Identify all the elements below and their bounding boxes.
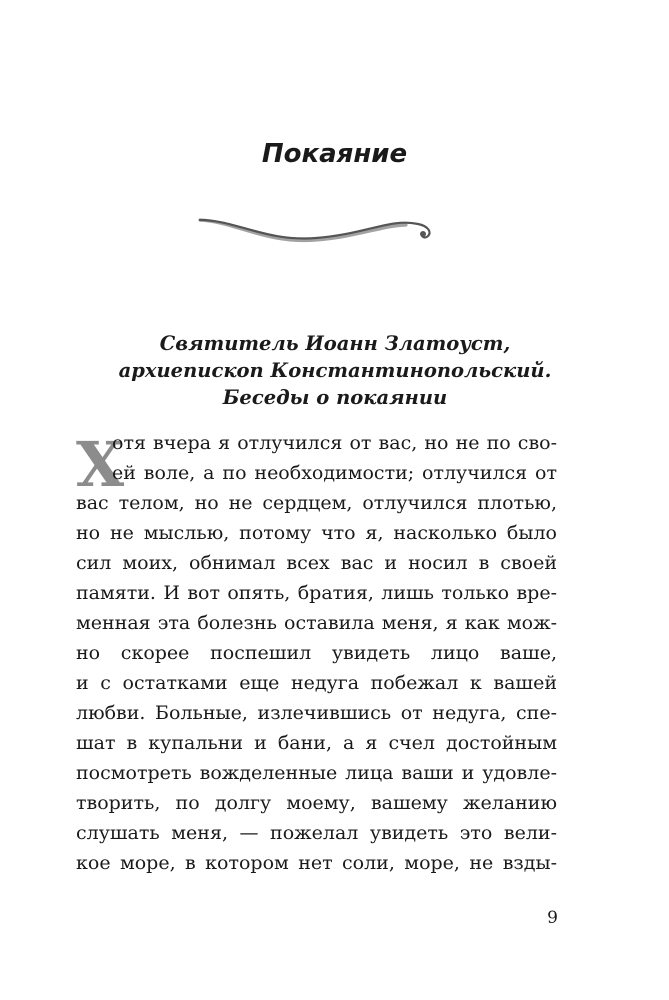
page-number: 9: [547, 908, 558, 928]
text-line: но скорее поспешил увидеть лицо ваше,: [76, 642, 557, 664]
heading-line-work: Беседы о покаянии: [222, 386, 448, 409]
drop-cap: Х: [76, 428, 125, 501]
text-line: ей воле, а по необходимости; отлучился от: [112, 462, 557, 484]
text-line: шат в купальни и бани, а я счел достойным: [76, 732, 557, 754]
text-line: вас телом, но не сердцем, отлучился плотью,: [76, 492, 557, 514]
chapter-title: Покаяние: [261, 139, 408, 169]
text-line: кое море, в котором нет соли, море, не взды-: [76, 852, 557, 874]
text-line: посмотреть вожделенные лица ваши и удовле-: [76, 762, 557, 784]
body-text: [76, 428, 557, 878]
text-line: и с остатками еще недуга побежал к вашей: [76, 672, 557, 694]
text-line: памяти. И вот опять, братия, лишь только вре-: [76, 582, 557, 604]
text-line: менная эта болезнь оставила меня, я как мож-: [76, 612, 557, 634]
section-heading: [60, 330, 610, 411]
text-line: слушать меня, — пожелал увидеть это вели-: [76, 822, 557, 844]
text-line: но не мыслью, потому что я, насколько было: [76, 522, 557, 544]
ornament-flourish-icon: [196, 200, 436, 250]
heading-line-title: архиепископ Константинопольский.: [118, 359, 552, 382]
text-line: отя вчера я отлучился от вас, но не по сво-: [112, 432, 557, 454]
text-line: творить, по долгу моему, вашему желанию: [76, 792, 557, 814]
text-line: любви. Больные, излечившись от недуга, спе-: [76, 702, 557, 724]
text-line: сил моих, обнимал всех вас и носил в своей: [76, 552, 557, 574]
heading-line-author: Святитель Иоанн Златоуст,: [159, 332, 511, 355]
